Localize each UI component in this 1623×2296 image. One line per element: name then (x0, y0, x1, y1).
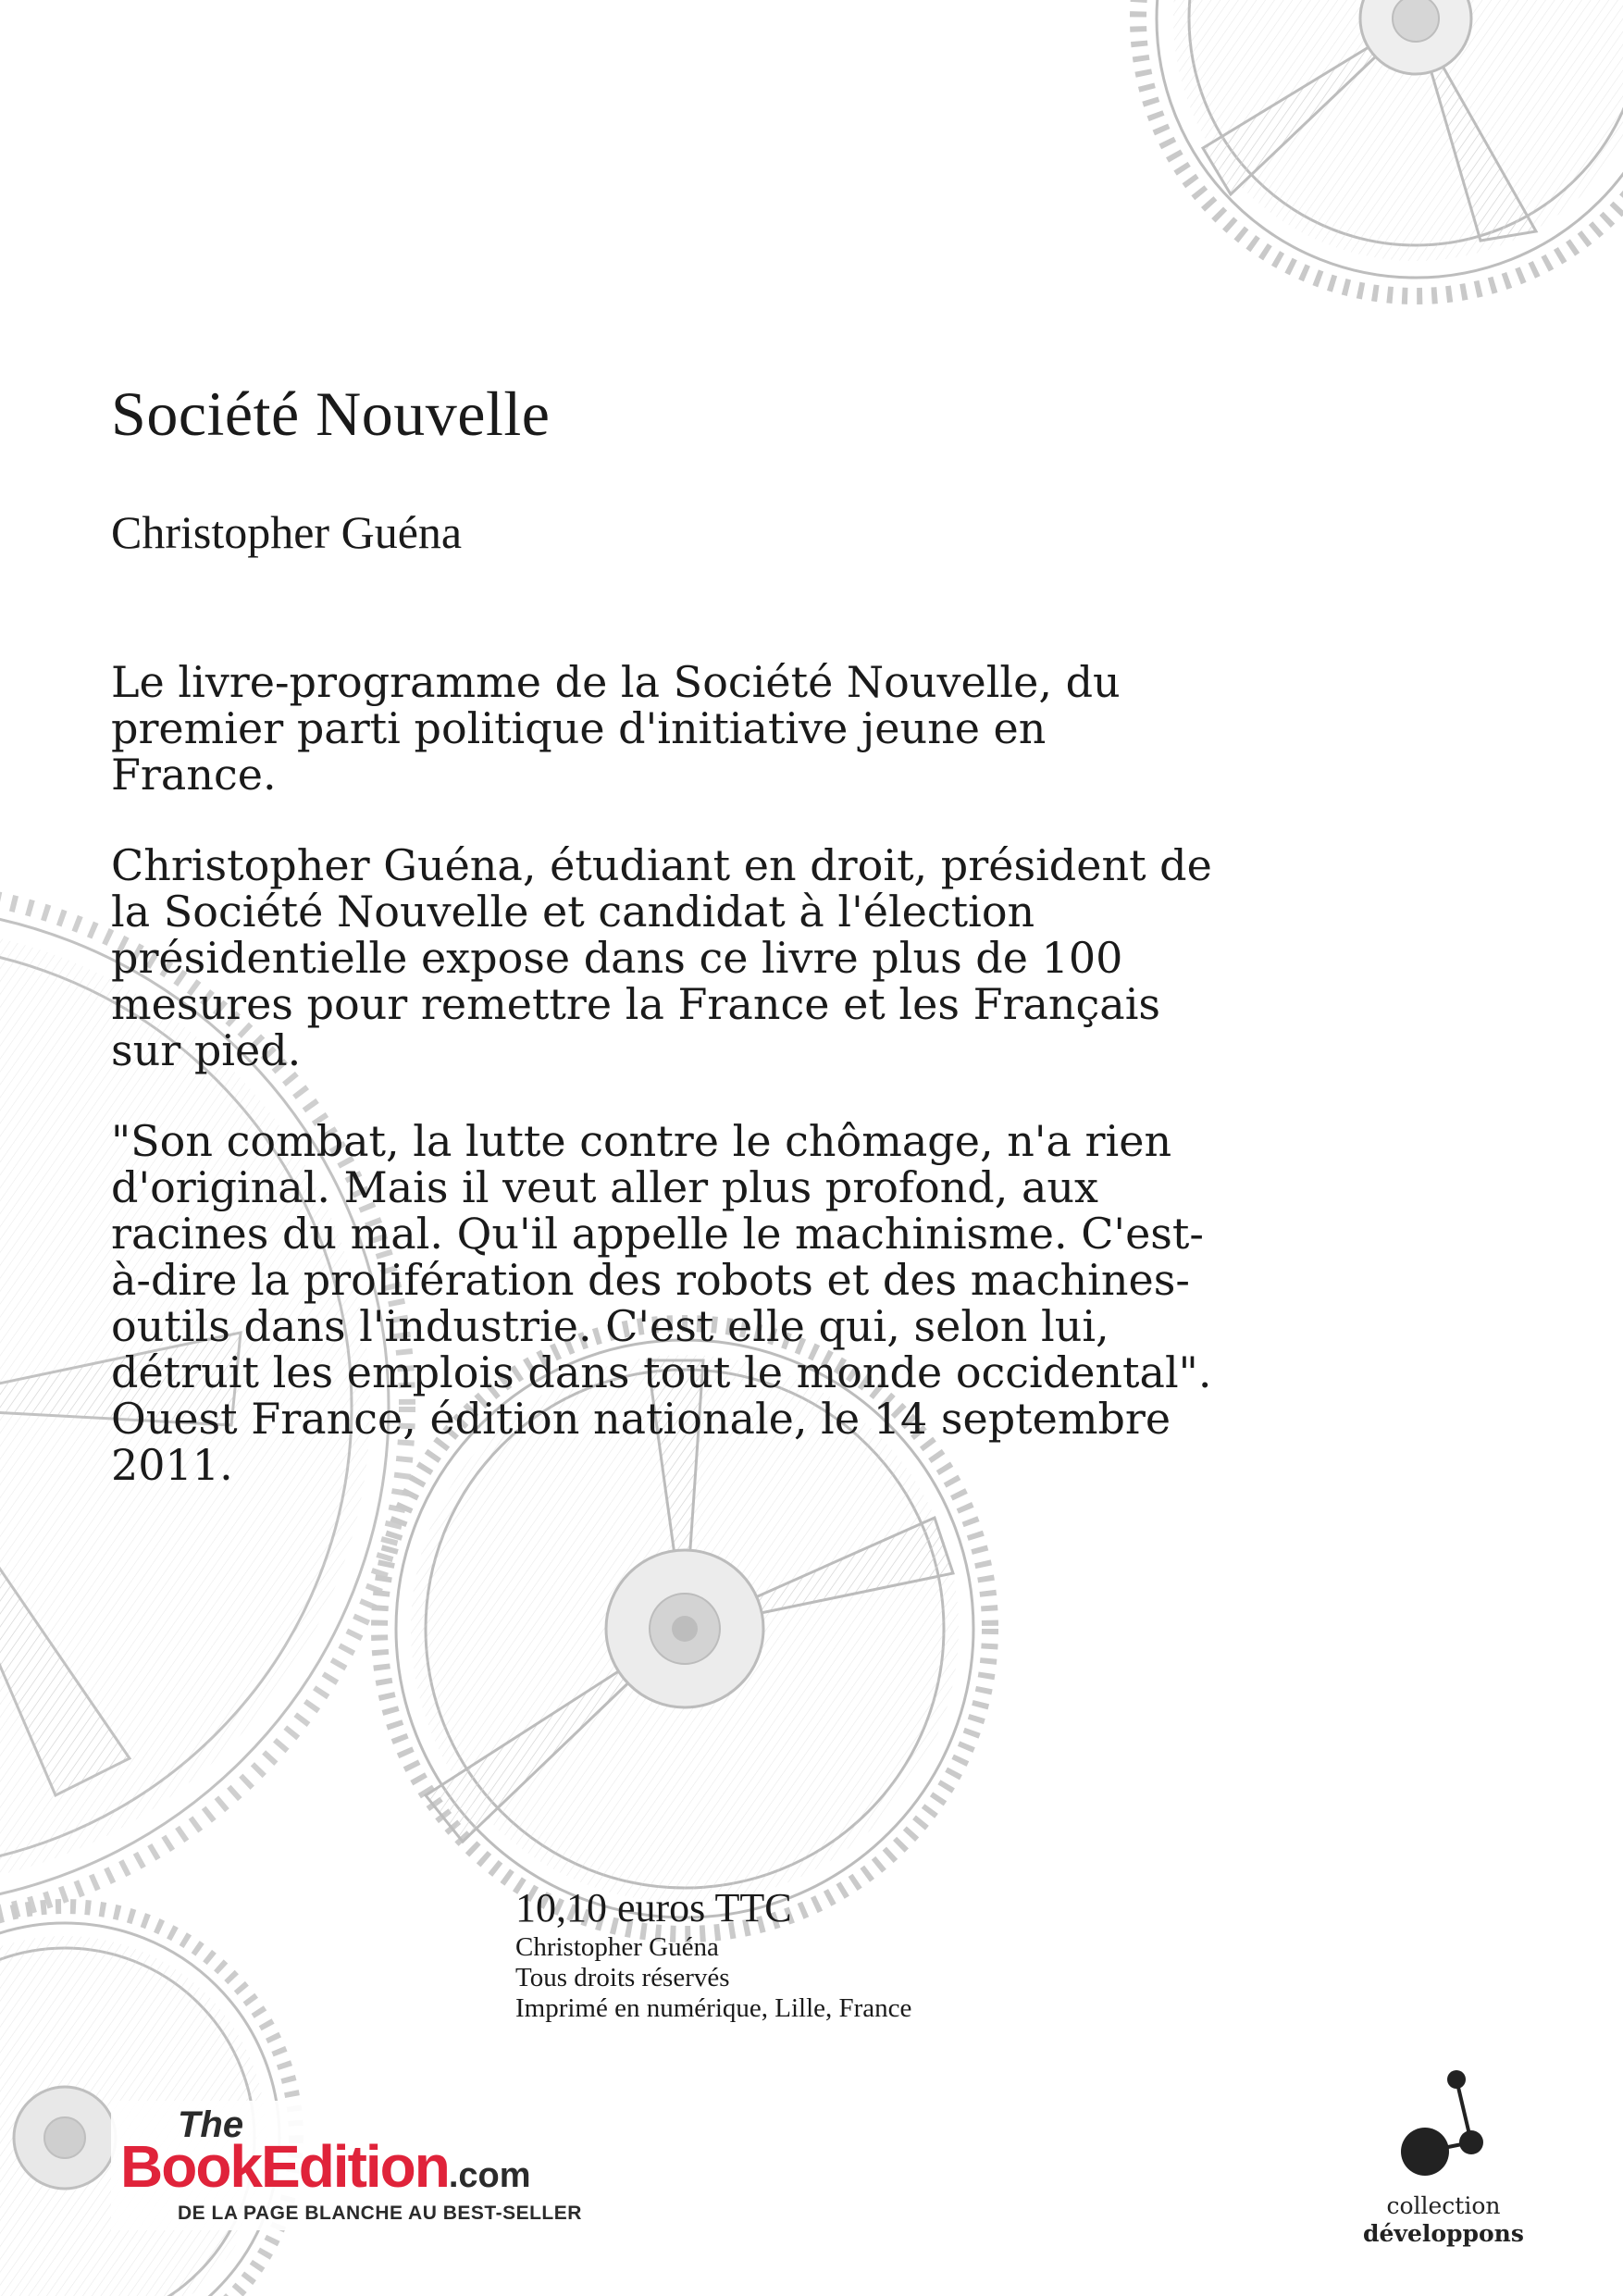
publisher-logo-the: The (178, 2104, 244, 2145)
imprint-block (515, 1886, 911, 2024)
back-cover-description (111, 659, 1221, 1533)
publisher-logo-domain: .com (448, 2156, 531, 2195)
imprint-rights: Tous droits réservés (515, 1963, 730, 1992)
publisher-logo-tagline: DE LA PAGE BLANCHE AU BEST-SELLER (178, 2203, 582, 2224)
publisher-logo (111, 2101, 666, 2230)
book-author: Christopher Guéna (111, 506, 463, 558)
description-quote: "Son combat, la lutte contre le chômage, n'a rien d'original. Mais il veut aller plus profond, aux racines du mal. Qu'il appelle le machinisme. C'est-à-dire la prolifération des robots et des machines-outils dans l'industrie. C'est elle qui, selon lui, détruit les emplois dans tout le monde occidental". Ouest France, édition nationale, le 14 septembre 2011. (111, 1116, 1212, 1490)
collection-label: collection (1386, 2192, 1501, 2219)
book-title: Société Nouvelle (111, 379, 551, 449)
imprint-printed: Imprimé en numérique, Lille, France (515, 1993, 912, 2023)
gear-top-right (1138, 0, 1623, 296)
publisher-logo-name: BookEdition (120, 2133, 449, 2200)
description-paragraph: Christopher Guéna, étudiant en droit, président de la Société Nouvelle et candidat à l'élection présidentielle expose dans ce livre plus de 100 mesures pour remettre la France et les Français sur pied. (111, 840, 1212, 1075)
molecule-icon (1388, 2059, 1499, 2189)
collection-name: développons (1363, 2220, 1524, 2247)
publisher-logo-wordmark (120, 2134, 531, 2208)
collection-logo (1351, 2059, 1536, 2247)
description-paragraph: Le livre-programme de la Société Nouvelle, du premier parti politique d'initiative jeune en France. (111, 657, 1121, 800)
imprint-author: Christopher Guéna (515, 1932, 719, 1962)
price: 10,10 euros TTC (515, 1885, 792, 1930)
